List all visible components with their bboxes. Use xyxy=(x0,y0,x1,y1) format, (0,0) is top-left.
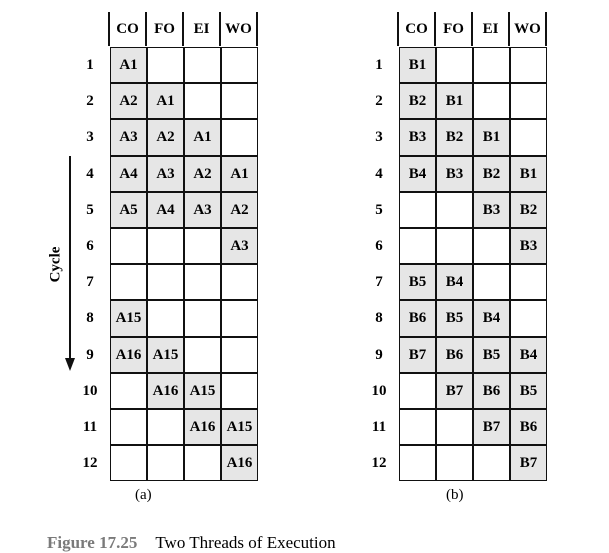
cycle-number: 6 xyxy=(86,238,94,254)
pipeline-cell xyxy=(184,337,221,373)
pipeline-cell: B1 xyxy=(399,47,436,83)
pipeline-cell xyxy=(399,409,436,445)
pipeline-cell: B5 xyxy=(510,373,547,409)
pipeline-cell: B1 xyxy=(436,83,473,119)
pipeline-cell xyxy=(147,409,184,445)
column-header-co: CO xyxy=(397,12,436,46)
pipeline-cell: B7 xyxy=(510,445,547,481)
pipeline-cell: A2 xyxy=(110,83,147,119)
pipeline-cell xyxy=(184,47,221,83)
pipeline-cell: B1 xyxy=(510,156,547,192)
column-header-ei: EI xyxy=(473,12,510,46)
pipeline-cell: B1 xyxy=(473,119,510,155)
subfigure-label-a: (a) xyxy=(135,487,152,503)
cycle-number: 9 xyxy=(86,346,94,363)
column-header-ei: EI xyxy=(184,12,221,46)
pipeline-cell xyxy=(399,445,436,481)
pipeline-cell xyxy=(436,228,473,264)
pipeline-cell xyxy=(436,445,473,481)
pipeline-cell: B5 xyxy=(436,300,473,336)
pipeline-cell: B2 xyxy=(473,156,510,192)
pipeline-cell xyxy=(110,445,147,481)
pipeline-cell: A15 xyxy=(147,337,184,373)
pipeline-cell: B2 xyxy=(510,192,547,228)
column-header-co: CO xyxy=(108,12,147,46)
pipeline-cell xyxy=(399,373,436,409)
pipeline-cell: A1 xyxy=(110,47,147,83)
pipeline-cell: A2 xyxy=(147,119,184,155)
pipeline-cell: A1 xyxy=(147,83,184,119)
cycle-number: 5 xyxy=(375,201,383,218)
pipeline-cell xyxy=(473,47,510,83)
cycle-number: 4 xyxy=(375,165,383,182)
pipeline-cell: A15 xyxy=(110,300,147,336)
pipeline-cell: A3 xyxy=(147,156,184,192)
cycle-number: 7 xyxy=(375,274,383,291)
pipeline-cell xyxy=(473,83,510,119)
pipeline-cell xyxy=(184,264,221,300)
pipeline-cell: A16 xyxy=(110,337,147,373)
pipeline-cell: A1 xyxy=(184,119,221,155)
column-header-fo: FO xyxy=(436,12,473,46)
pipeline-cell xyxy=(147,264,184,300)
pipeline-cell xyxy=(110,373,147,409)
subfigure-label-b: (b) xyxy=(446,487,464,503)
pipeline-cell xyxy=(110,264,147,300)
pipeline-cell xyxy=(147,47,184,83)
pipeline-cell: B4 xyxy=(399,156,436,192)
pipeline-cell xyxy=(436,409,473,445)
cycle-number: 11 xyxy=(82,419,98,435)
pipeline-cell xyxy=(221,83,258,119)
cycle-number: 4 xyxy=(86,165,94,182)
pipeline-cell: B6 xyxy=(473,373,510,409)
pipeline-cell: B3 xyxy=(399,119,436,155)
cycle-number: 2 xyxy=(86,93,94,110)
pipeline-cell: B7 xyxy=(399,337,436,373)
pipeline-cell xyxy=(184,83,221,119)
pipeline-cell: A15 xyxy=(221,409,258,445)
column-header-fo: FO xyxy=(147,12,184,46)
column-header-wo: WO xyxy=(510,12,547,46)
pipeline-cell: A2 xyxy=(221,192,258,228)
pipeline-cell: B4 xyxy=(473,300,510,336)
figure-caption xyxy=(47,533,336,553)
pipeline-cell xyxy=(184,300,221,336)
cycle-number: 12 xyxy=(82,455,98,472)
cycle-number: 1 xyxy=(375,57,383,73)
pipeline-cell xyxy=(221,119,258,155)
pipeline-cell xyxy=(147,445,184,481)
cycle-number: 6 xyxy=(375,238,383,254)
pipeline-cell: B4 xyxy=(436,264,473,300)
figure-number: Figure 17.25 xyxy=(47,533,138,552)
pipeline-cell xyxy=(221,264,258,300)
pipeline-cell: B3 xyxy=(436,156,473,192)
pipeline-cell xyxy=(147,300,184,336)
column-header-wo: WO xyxy=(221,12,258,46)
pipeline-cell: A1 xyxy=(221,156,258,192)
cycle-number: 8 xyxy=(86,310,94,327)
pipeline-cell xyxy=(473,264,510,300)
pipeline-cell: A16 xyxy=(147,373,184,409)
cycle-number: 3 xyxy=(375,129,383,146)
pipeline-cell: B3 xyxy=(473,192,510,228)
cycle-axis-label: Cycle xyxy=(47,246,64,283)
pipeline-cell xyxy=(110,228,147,264)
pipeline-cell: B6 xyxy=(436,337,473,373)
pipeline-cell xyxy=(510,119,547,155)
pipeline-cell xyxy=(184,445,221,481)
pipeline-cell xyxy=(221,47,258,83)
figure-title: Two Threads of Execution xyxy=(155,533,336,552)
pipeline-cell xyxy=(473,228,510,264)
pipeline-cell: B2 xyxy=(436,119,473,155)
cycle-number: 11 xyxy=(371,419,387,435)
cycle-number: 8 xyxy=(375,310,383,327)
pipeline-cell: B6 xyxy=(510,409,547,445)
pipeline-cell xyxy=(436,47,473,83)
pipeline-cell: B6 xyxy=(399,300,436,336)
pipeline-cell xyxy=(399,192,436,228)
pipeline-cell: A5 xyxy=(110,192,147,228)
pipeline-cell: A2 xyxy=(184,156,221,192)
pipeline-cell xyxy=(510,300,547,336)
pipeline-cell xyxy=(221,373,258,409)
pipeline-cell: A3 xyxy=(184,192,221,228)
pipeline-cell xyxy=(221,300,258,336)
cycle-number: 9 xyxy=(375,346,383,363)
cycle-number: 12 xyxy=(371,455,387,472)
pipeline-cell: A4 xyxy=(147,192,184,228)
pipeline-cell xyxy=(221,337,258,373)
pipeline-cell xyxy=(510,47,547,83)
pipeline-cell: A4 xyxy=(110,156,147,192)
cycle-number: 7 xyxy=(86,274,94,291)
pipeline-cell xyxy=(399,228,436,264)
pipeline-cell xyxy=(436,192,473,228)
pipeline-cell xyxy=(510,83,547,119)
cycle-number: 10 xyxy=(371,382,387,399)
pipeline-cell xyxy=(184,228,221,264)
cycle-number: 2 xyxy=(375,93,383,110)
pipeline-cell: B5 xyxy=(399,264,436,300)
cycle-number: 1 xyxy=(86,57,94,73)
pipeline-cell xyxy=(510,264,547,300)
pipeline-cell: B7 xyxy=(436,373,473,409)
pipeline-cell: B4 xyxy=(510,337,547,373)
pipeline-cell: B3 xyxy=(510,228,547,264)
pipeline-cell xyxy=(110,409,147,445)
pipeline-cell: B7 xyxy=(473,409,510,445)
cycle-number: 3 xyxy=(86,129,94,146)
pipeline-cell: A3 xyxy=(221,228,258,264)
pipeline-cell: A3 xyxy=(110,119,147,155)
pipeline-cell: A16 xyxy=(221,445,258,481)
pipeline-cell: A16 xyxy=(184,409,221,445)
cycle-number: 5 xyxy=(86,201,94,218)
pipeline-cell: B2 xyxy=(399,83,436,119)
pipeline-cell: B5 xyxy=(473,337,510,373)
pipeline-cell xyxy=(147,228,184,264)
cycle-number: 10 xyxy=(82,382,98,399)
pipeline-cell: A15 xyxy=(184,373,221,409)
pipeline-cell xyxy=(473,445,510,481)
